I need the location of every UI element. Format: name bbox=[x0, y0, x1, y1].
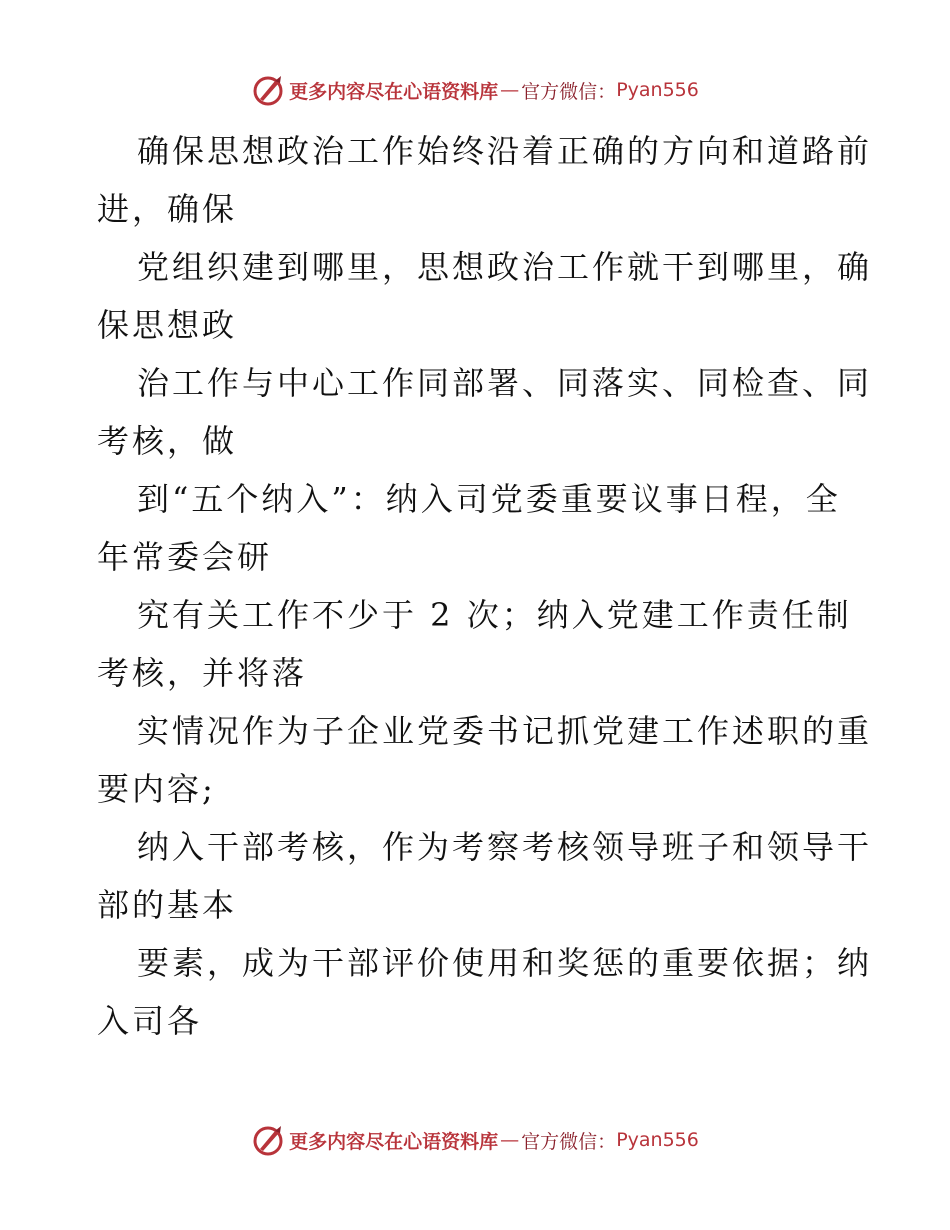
body-line: 考核，做 bbox=[97, 422, 238, 460]
header-banner bbox=[0, 70, 950, 110]
body-line: 治工作与中心工作同部署、同落实、同检查、同 bbox=[137, 364, 873, 402]
body-line: 确保思想政治工作始终沿着正确的方向和道路前 bbox=[137, 132, 873, 170]
body-line: 年常委会研 bbox=[97, 538, 273, 576]
body-line: 到“五个纳入”：纳入司党委重要议事日程，全 bbox=[137, 480, 841, 518]
body-line: 党组织建到哪里，思想政治工作就干到哪里，确 bbox=[137, 248, 873, 286]
body-line: 保思想政 bbox=[97, 306, 238, 344]
quill-logo-icon bbox=[251, 1123, 285, 1157]
body-line: 进，确保 bbox=[97, 190, 238, 228]
footer-wechat-label: 官方微信： bbox=[521, 1130, 617, 1153]
footer-banner bbox=[0, 1120, 950, 1160]
header-wechat-label: 官方微信： bbox=[521, 80, 617, 103]
body-line: 纳入干部考核，作为考察考核领导班子和领导干 bbox=[137, 828, 873, 866]
quill-logo-icon bbox=[251, 73, 285, 107]
body-line: 究有关工作不少于 2 次；纳入党建工作责任制 bbox=[137, 596, 852, 634]
body-line: 部的基本 bbox=[97, 886, 238, 924]
document-body bbox=[97, 122, 873, 1050]
header-brand: 更多内容尽在心语资料库 bbox=[289, 80, 499, 103]
body-line: 考核，并将落 bbox=[97, 654, 308, 692]
footer-wechat-id: Pyan556 bbox=[616, 1129, 699, 1151]
footer-dash: — bbox=[500, 1129, 520, 1151]
header-wechat-id: Pyan556 bbox=[616, 79, 699, 101]
footer-brand: 更多内容尽在心语资料库 bbox=[289, 1130, 499, 1153]
body-line: 要素，成为干部评价使用和奖惩的重要依据；纳 bbox=[137, 944, 873, 982]
header-dash: — bbox=[500, 79, 520, 101]
body-line: 实情况作为子企业党委书记抓党建工作述职的重 bbox=[137, 712, 873, 750]
body-line: 入司各 bbox=[97, 1002, 203, 1040]
body-line: 要内容; bbox=[97, 770, 216, 808]
